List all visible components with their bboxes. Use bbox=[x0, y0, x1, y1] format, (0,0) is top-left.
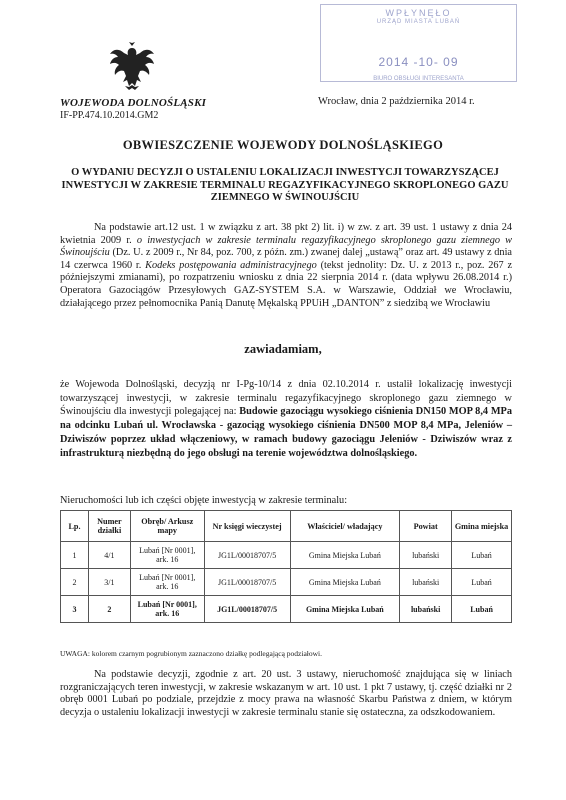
reference-number: IF-PP.474.10.2014.GM2 bbox=[60, 110, 159, 121]
table-cell: lubański bbox=[400, 542, 452, 569]
legal-basis-paragraph bbox=[60, 222, 512, 310]
intro-text-2: (Dz. U. z 2009 r., Nr 84, poz. 700, z późn. zm.) zwanej dalej „ustawą” oraz art. 49 ustawy z dnia 14 czerwca 1960 r. bbox=[60, 247, 512, 271]
eagle-emblem-icon bbox=[107, 40, 157, 96]
table-row bbox=[61, 542, 512, 569]
authority-name: WOJEWODA DOLNOŚLĄSKI bbox=[60, 97, 207, 109]
stamp-line-3: BIURO OBSŁUGI INTERESANTA bbox=[373, 76, 464, 82]
document-subtitle: O WYDANIU DECYZJI O USTALENIU LOKALIZACJI INWESTYCJI TOWARZYSZĄCEJ INWESTYCJI W ZAKRESIE TERMINALU REGAZYFIKACYJNEGO SKROPLONEGO GAZU ZIEMNEGO W ŚWINOUJŚCIU bbox=[61, 167, 509, 203]
notify-heading: zawiadamiam, bbox=[244, 342, 322, 356]
table-cell: 3/1 bbox=[88, 569, 130, 596]
table-cell: JG1L/00018707/5 bbox=[204, 542, 290, 569]
intro-italic-2: Kodeks postępowania administracyjnego bbox=[145, 259, 317, 271]
table-cell: 1 bbox=[61, 542, 89, 569]
table-cell: Lubań bbox=[452, 542, 512, 569]
table-header: Gmina miejska bbox=[452, 511, 512, 542]
table-cell: Lubań [Nr 0001], ark. 16 bbox=[130, 542, 204, 569]
table-row bbox=[61, 569, 512, 596]
stamp-date: 2014 -10- 09 bbox=[378, 55, 459, 69]
place-and-date: Wrocław, dnia 2 października 2014 r. bbox=[318, 96, 475, 107]
decision-text: że Wojewoda Dolnośląski, decyzją nr I-Pg-10/14 z dnia 02.10.2014 r. ustalił lokalizację inwestycji towarzyszącej inwestycji, w zakresie terminalu regazyfikacyjnego skroplonego gazu ziemnego w Świnoujściu dla inwestycji polegającej na: bbox=[60, 379, 512, 418]
table-cell: Gmina Miejska Lubań bbox=[290, 542, 400, 569]
decision-bold-text: Budowie gazociągu wysokiego ciśnienia DN150 MOP 8,4 MPa na odcinku Lubań ul. Wrocławska - gazociąg wysokiego ciśnienia DN500 MOP 8,4 MPa, Jeleniów – Dziwiszów poprzez układ włączeniowy, w ramach budowy gazociągu Jeleniów - Dziwiszów wraz z infrastrukturą niezbędną do jego obsługi na terenie województwa dolnośląskiego. bbox=[60, 406, 512, 459]
table-cell: Lubań bbox=[452, 569, 512, 596]
expropriation-paragraph bbox=[60, 669, 512, 719]
table-cell: Lubań [Nr 0001], ark. 16 bbox=[130, 596, 204, 623]
intro-text-3: (tekst jednolity: Dz. U. z 2013 r., poz. 267 z późniejszymi zmianami), po rozpatrzeniu wniosku z dnia 22 sierpnia 2014 r. (data wpływu 26.08.2014 r.) Operatora Gazociągów Przesyłowych GAZ-SYSTEM S.A. w Warszawie, Oddział we Wrocławiu, działającego przez pełnomocnika Panią Danutę Mękalską PPUiH „DANTON” z siedzibą we Wrocławiu bbox=[60, 259, 513, 309]
table-cell: 2 bbox=[88, 596, 130, 623]
table-cell: lubański bbox=[400, 596, 452, 623]
table-header: Numer działki bbox=[88, 511, 130, 542]
table-caption: Nieruchomości lub ich części objęte inwestycją w zakresie terminalu: bbox=[60, 495, 348, 506]
table-cell: 4/1 bbox=[88, 542, 130, 569]
table-header-row bbox=[61, 511, 512, 542]
table-header: Właściciel/ władający bbox=[290, 511, 400, 542]
stamp-line-2: URZĄD MIASTA LUBAŃ bbox=[376, 19, 461, 25]
table-cell: 3 bbox=[61, 596, 89, 623]
table-header: Lp. bbox=[61, 511, 89, 542]
stamp-line-1: WPŁYNĘŁO bbox=[385, 8, 452, 18]
table-cell: JG1L/00018707/5 bbox=[204, 569, 290, 596]
table-cell: Lubań [Nr 0001], ark. 16 bbox=[130, 569, 204, 596]
table-header: Nr księgi wieczystej bbox=[204, 511, 290, 542]
received-stamp bbox=[320, 4, 517, 82]
table-cell: 2 bbox=[61, 569, 89, 596]
decision-paragraph bbox=[60, 378, 512, 460]
final-paragraph-text: Na podstawie decyzji, zgodnie z art. 20 ust. 3 ustawy, nieruchomość znajdująca się w liniach rozgraniczających teren inwestycji, w zakresie wskazanym w art. 10 ust. 1 pkt 7 ustawy, tj. część działki nr 2 obręb 0001 Lubań po podziale, przejdzie z mocy prawa na własność Skarbu Państwa z dniem, w którym decyzja o ustaleniu lokalizacji inwestycji w zakresie terminalu stanie się ostateczna, za odszkodowaniem. bbox=[60, 669, 512, 718]
intro-text-1: Na podstawie art.12 ust. 1 w związku z art. 38 pkt 2) lit. i) w zw. z art. 39 ust. 1 ustawy z dnia 24 kwietnia 2009 r. bbox=[60, 222, 512, 246]
table-cell: Gmina Miejska Lubań bbox=[290, 596, 400, 623]
table-header: Powiat bbox=[400, 511, 452, 542]
table-cell: JG1L/00018707/5 bbox=[204, 596, 290, 623]
table-header: Obręb/ Arkusz mapy bbox=[130, 511, 204, 542]
table-cell: lubański bbox=[400, 569, 452, 596]
table-note: UWAGA: kolorem czarnym pogrubionym zaznaczono działkę podlegającą podziałowi. bbox=[60, 649, 322, 658]
properties-table bbox=[60, 510, 512, 623]
table-cell: Gmina Miejska Lubań bbox=[290, 569, 400, 596]
table-row-highlighted bbox=[61, 596, 512, 623]
document-title: OBWIESZCZENIE WOJEWODY DOLNOŚLĄSKIEGO bbox=[122, 138, 444, 152]
intro-italic-1: o inwestycjach w zakresie terminalu regazyfikacyjnego skroplonego gazu ziemnego w Świnoujściu bbox=[60, 234, 512, 259]
table-cell: Lubań bbox=[452, 596, 512, 623]
